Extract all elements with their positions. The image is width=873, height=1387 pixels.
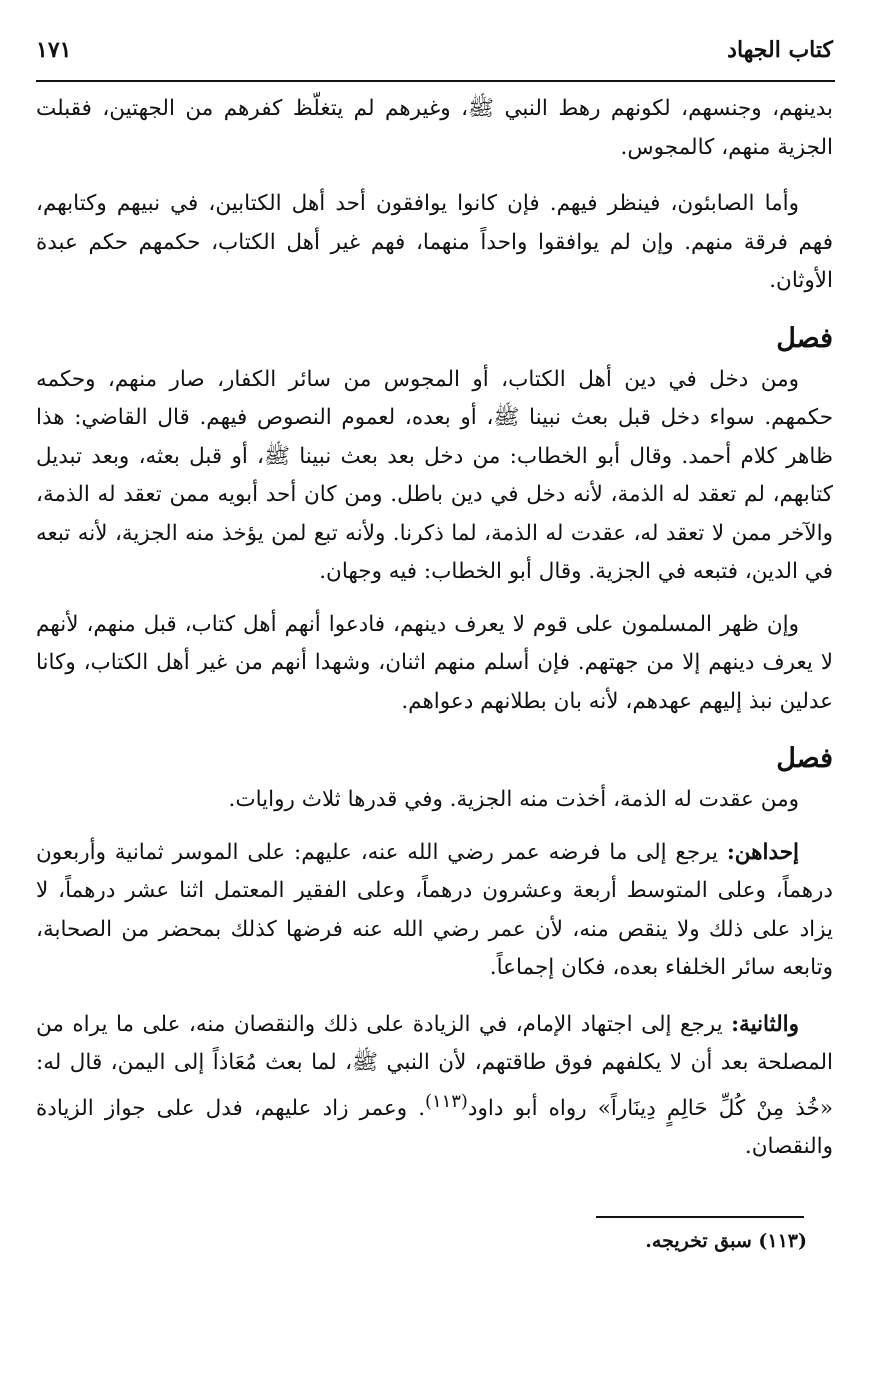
paragraph bbox=[36, 1006, 833, 1167]
paragraph: ومن دخل في دين أهل الكتاب، أو المجوس من سائر الكفار، صار منهم، وحكمه حكمهم. سواء دخل قبل بعث نبينا ﷺ، أو بعده، لعموم النصوص فيهم. قال القاضي: هذا ظاهر كلام أحمد. وقال أبو الخطاب: من دخل بعد بعث نبينا ﷺ، أو قبل بعثه، وبعد تبديل كتابهم، لم تعقد له الذمة، لأنه دخل في دين باطل. ومن كان أحد أبويه ممن تعقد له الذمة، والآخر ممن لا تعقد له، عقدت له الذمة، لما ذكرنا. ولأنه تبع لمن يؤخذ منه الجزية، لأنه تبعه في الدين، فتبعه في الجزية. وقال أبو الخطاب: فيه وجهان. bbox=[36, 366, 833, 584]
paragraph: وإن ظهر المسلمون على قوم لا يعرف دينهم، فادعوا أنهم أهل كتاب، قبل منهم، لأنهم لا يعرف دينهم إلا من جهتهم. فإن أسلم منهم اثنان، وشهدا أنهم من غير أهل الكتاب، وكانا عدلين نبذ إليهم عهدهم، لأنه بان بطلانهم دعواهم. bbox=[36, 611, 833, 714]
paragraph-lead: والثانية: bbox=[731, 1011, 799, 1037]
paragraph: وأما الصابئون، فينظر فيهم. فإن كانوا يوافقون أحد أهل الكتابين، في نبيهم وكتابهم، فهم فرقة منهم. وإن لم يوافقوا واحداً منهما، فهم غير أهل الكتاب، حكمهم حكم عبدة الأوثان. bbox=[36, 191, 833, 293]
paragraph: بدينهم، وجنسهم، لكونهم رهط النبي ﷺ، وغيرهم لم يتغلّظ كفرهم من الجهتين، فقبلت الجزية منهم، كالمجوس. bbox=[36, 96, 833, 160]
paragraph bbox=[36, 834, 833, 988]
section-heading: فصل bbox=[776, 743, 833, 774]
paragraph: ومن عقدت له الذمة، أخذت منه الجزية. وفي قدرها ثلاث روايات. bbox=[228, 787, 799, 812]
paragraph-text: . وعمر زاد عليهم، فدل على جواز الزيادة والنقصان. bbox=[36, 1095, 833, 1160]
section-heading: فصل bbox=[776, 322, 833, 354]
running-title: كتاب الجهاد bbox=[727, 37, 833, 63]
header-rule bbox=[36, 80, 835, 82]
page-body bbox=[36, 90, 833, 1185]
paragraph-lead: إحداهن: bbox=[726, 839, 799, 865]
footnote-ref: (١١٣) bbox=[425, 1090, 468, 1112]
running-head bbox=[36, 28, 833, 72]
footnote: (١١٣) سبق تخريجه. bbox=[645, 1230, 807, 1252]
paragraph-text: يرجع إلى ما فرضه عمر رضي الله عنه، عليهم: على الموسر ثمانية وأربعون درهماً، وعلى المتوسط أربعة وعشرون درهماً، وعلى الفقير المعتمل اثنا عشر درهماً، لا يزاد على ذلك ولا ينقص منه، لأن عمر رضي الله عنه فرضها كذلك بمحضر من الصحابة، وتابعه سائر الخلفاء بعده، فكان إجماعاً. bbox=[36, 839, 833, 980]
paragraph-text: يرجع إلى اجتهاد الإمام، في الزيادة على ذلك والنقصان منه، على ما يراه من المصلحة بعد أن لا يكلفهم فوق طاقتهم، لأن النبي ﷺ، لما بعث مُعَاذاً إلى اليمن، قال له: «خُذ مِنْ كُلِّ حَالِمٍ دِينَاراً» رواه أبو داود bbox=[36, 1011, 833, 1121]
footnote-rule bbox=[596, 1216, 804, 1218]
page-number: ١٧١ bbox=[36, 37, 72, 63]
